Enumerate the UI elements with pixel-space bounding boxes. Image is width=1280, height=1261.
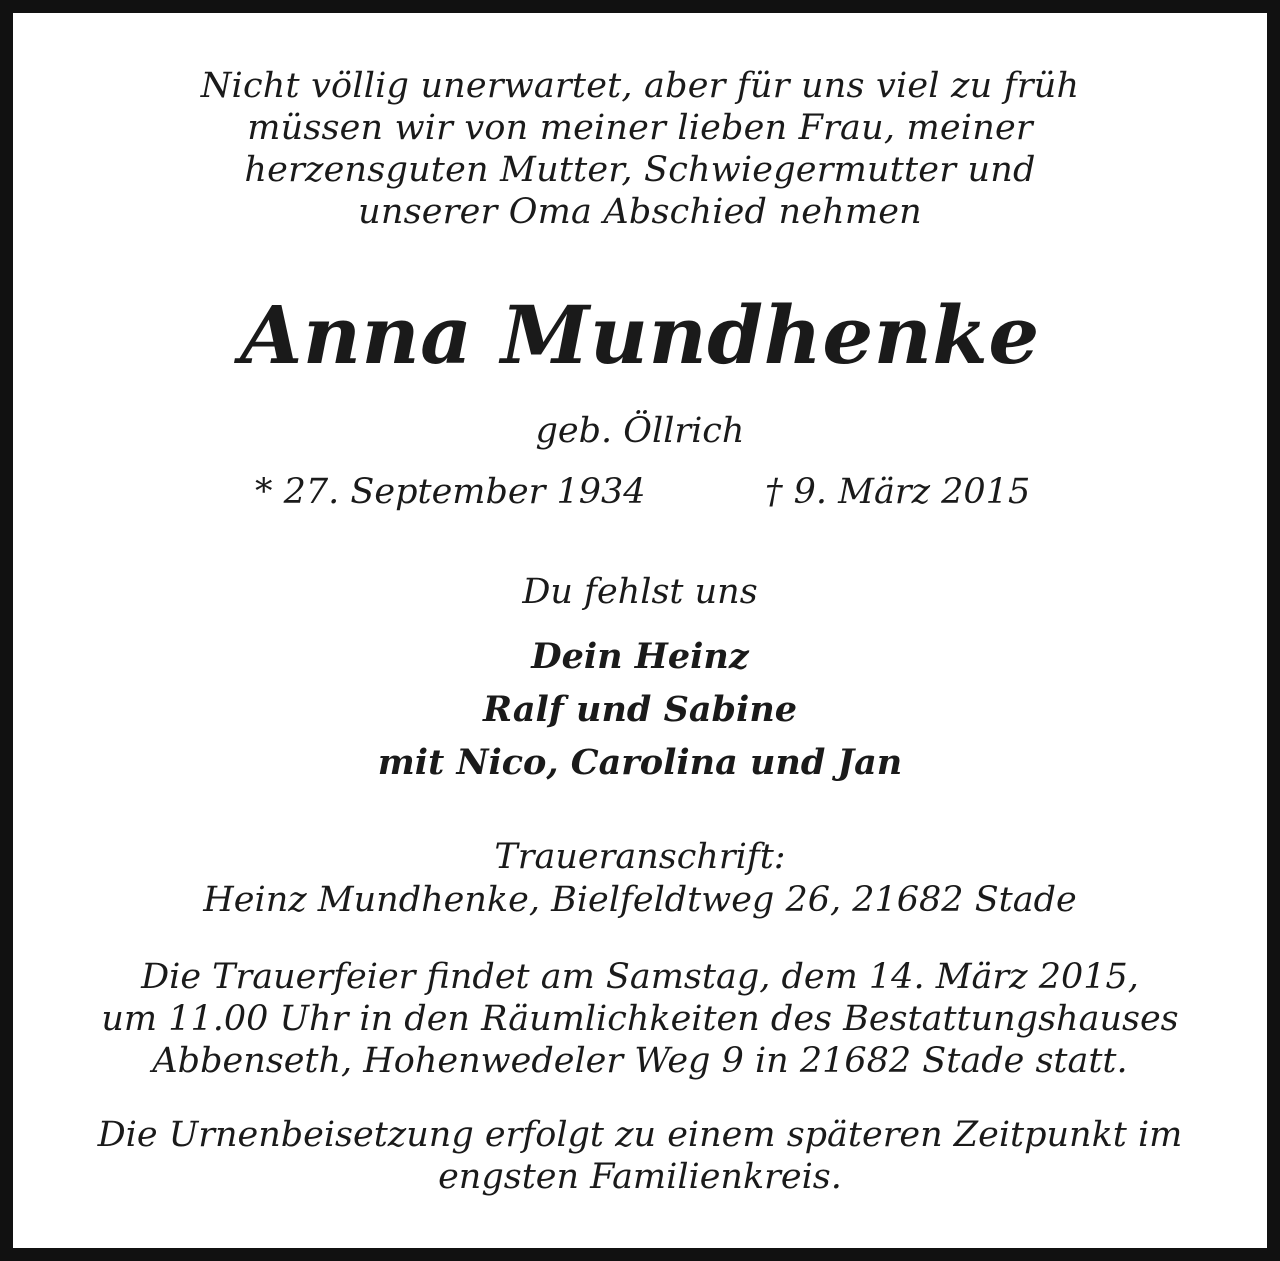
birth-date: * 27. September 1934: [255, 472, 646, 512]
ceremony-info: [13, 956, 1267, 1082]
ceremony-line: um 11.00 Uhr in den Räumlichkeiten des Bestattungshauses: [101, 999, 1179, 1039]
death-date: † 9. März 2015: [765, 472, 1031, 512]
intro-line: unserer Oma Abschied nehmen: [358, 192, 922, 232]
family-line: Ralf und Sabine: [482, 689, 798, 730]
intro-line: Nicht völlig unerwartet, aber für uns viel zu früh: [200, 66, 1080, 106]
urn-line: engsten Familienkreis.: [438, 1157, 842, 1197]
ceremony-line: Abbenseth, Hohenwedeler Weg 9 in 21682 Stade statt.: [152, 1041, 1128, 1081]
ceremony-line: Die Trauerfeier findet am Samstag, dem 14. März 2015,: [141, 957, 1139, 997]
family-line: Dein Heinz: [531, 636, 749, 677]
address-value: Heinz Mundhenke, Bielfeldtweg 26, 21682 Stade: [203, 880, 1077, 920]
obituary-notice: [13, 13, 1267, 1248]
urn-line: Die Urnenbeisetzung erfolgt zu einem späteren Zeitpunkt im: [97, 1115, 1183, 1155]
address-label: Traueranschrift:: [494, 837, 786, 877]
family-line: mit Nico, Carolina und Jan: [377, 742, 903, 783]
urn-burial-info: [13, 1114, 1267, 1198]
mourning-address: [13, 836, 1267, 922]
birth-name: geb. Öllrich: [535, 411, 745, 451]
intro-line: herzensguten Mutter, Schwiegermutter und: [244, 150, 1036, 190]
intro-text: [13, 65, 1267, 233]
intro-line: müssen wir von meiner lieben Frau, meiner: [247, 108, 1033, 148]
deceased-name: Anna Mundhenke: [240, 288, 1040, 382]
family-signatures: [13, 630, 1267, 789]
farewell-text: Du fehlst uns: [522, 572, 758, 612]
